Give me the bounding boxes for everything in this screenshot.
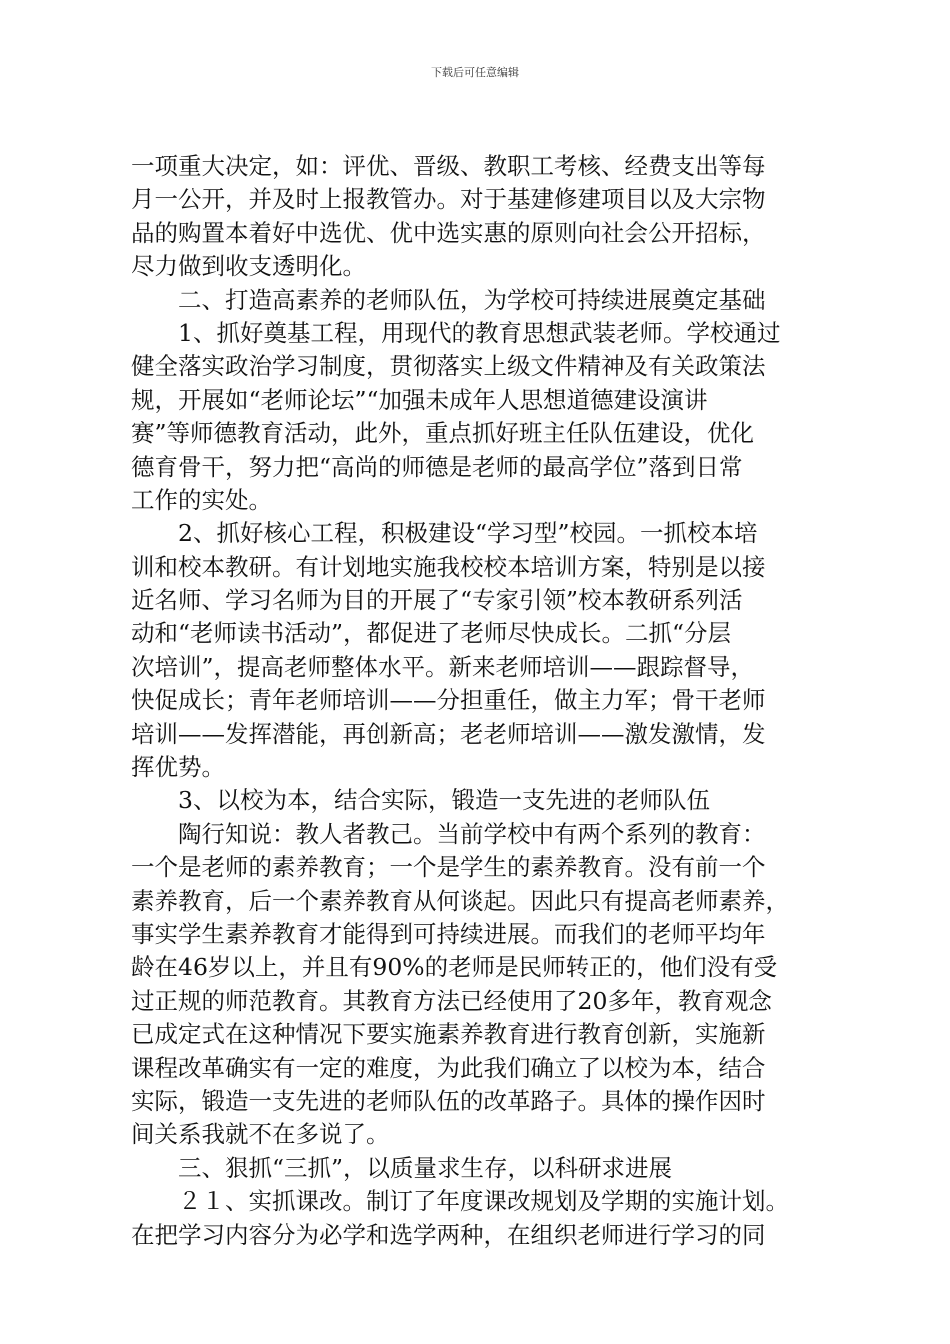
text-line: 1、抓好奠基工程，用现代的教育思想武装老师。学校通过 — [131, 318, 781, 347]
text-line: 素养教育，后一个素养教育从何谈起。因此只有提高老师素养， — [131, 886, 789, 915]
document-body — [131, 150, 831, 1252]
text-line: 月一公开，并及时上报教管办。对于基建修建项目以及大宗物 — [131, 185, 766, 214]
text-line: 培训——发挥潜能，再创新高；老老师培训——激发激情，发 — [131, 719, 766, 748]
text-line: 规，开展如“老师论坛”“加强未成年人思想道德建设演讲 — [131, 385, 708, 414]
text-line: 事实学生素养教育才能得到可持续进展。而我们的老师平均年 — [131, 919, 766, 948]
text-line: 间关系我就不在多说了。 — [131, 1120, 390, 1149]
text-line: 龄在46岁以上，并且有90%的老师是民师转正的，他们没有受 — [131, 953, 778, 982]
section-heading: 三、狠抓“三抓”，以质量求生存，以科研求进展 — [131, 1153, 673, 1182]
text-line: 已成定式在这种情况下要实施素养教育进行教育创新，实施新 — [131, 1020, 766, 1049]
text-line: 训和校本教研。有计划地实施我校校本培训方案，特别是以接 — [131, 552, 766, 581]
text-line: 陶行知说：教人者教己。当前学校中有两个系列的教育： — [131, 819, 766, 848]
text-line: 一个是老师的素养教育；一个是学生的素养教育。没有前一个 — [131, 853, 766, 882]
text-line: 尽力做到收支透明化。 — [131, 252, 366, 281]
text-line: 赛”等师德教育活动，此外，重点抓好班主任队伍建设，优化 — [131, 419, 755, 448]
text-line: 健全落实政治学习制度，贯彻落实上级文件精神及有关政策法 — [131, 352, 766, 381]
text-line: 次培训”，提高老师整体水平。新来老师培训——跟踪督导， — [131, 652, 755, 681]
section-heading: 二、打造高素养的老师队伍，为学校可持续进展奠定基础 — [131, 285, 766, 314]
text-line: 工作的实处。 — [131, 485, 272, 514]
text-line: 2、抓好核心工程，积极建设“学习型”校园。一抓校本培 — [131, 519, 758, 548]
page-header: 下载后可任意编辑 — [431, 66, 519, 79]
text-line: 近名师、学习名师为目的开展了“专家引领”校本教研系列活 — [131, 586, 743, 615]
text-line: 挥优势。 — [131, 753, 225, 782]
text-line: 德育骨干，努力把“高尚的师德是老师的最高学位”落到日常 — [131, 452, 743, 481]
text-line: 实际，锻造一支先进的老师队伍的改革路子。具体的操作因时 — [131, 1086, 766, 1115]
text-line: 一项重大决定，如：评优、晋级、教职工考核、经费支出等每 — [131, 152, 766, 180]
text-line: ２１、实抓课改。制订了年度课改规划及学期的实施计划。 — [131, 1187, 789, 1216]
text-line: 在把学习内容分为必学和选学两种，在组织老师进行学习的同 — [131, 1220, 766, 1249]
text-line: 课程改革确实有一定的难度，为此我们确立了以校为本，结合 — [131, 1053, 766, 1082]
text-line: 快促成长；青年老师培训——分担重任，做主力军；骨干老师 — [131, 686, 766, 715]
text-line: 过正规的师范教育。其教育方法已经使用了20多年，教育观念 — [131, 986, 772, 1015]
text-line: 动和“老师读书活动”，都促进了老师尽快成长。二抓“分层 — [131, 619, 732, 648]
section-heading: 3、以校为本，结合实际，锻造一支先进的老师队伍 — [131, 786, 710, 815]
text-line: 品的购置本着好中选优、优中选实惠的原则向社会公开招标， — [131, 218, 766, 247]
